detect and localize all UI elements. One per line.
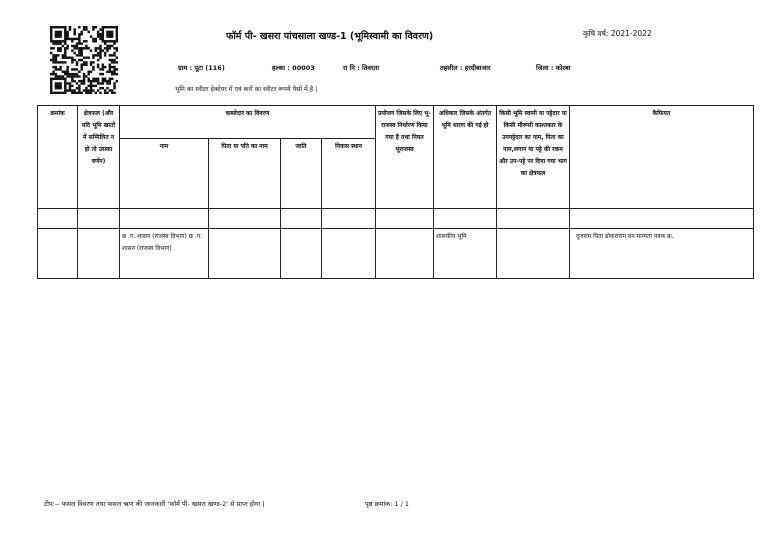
- col-purpose-header: प्रयोजन जिसके लिए भू-राजस्व निर्धारण किया गया है तथा नियत भूराजस्व: [376, 106, 434, 209]
- row-purpose-cell: [376, 229, 434, 279]
- col-caste-header: जाति: [281, 139, 322, 209]
- qr-code-image: [50, 26, 118, 94]
- page-number: पृष्ठ क्रमांक: 1 / 1: [365, 500, 409, 508]
- col-remarks-header: कैफियत: [570, 106, 754, 209]
- col-holder-header: कब्जेदार का विवरण: [120, 106, 376, 139]
- empty-row: [38, 209, 754, 229]
- row-area-cell: [78, 229, 120, 279]
- col-area-header: क्षेत्रफल (और यदि भूमि खातों में सम्मिलित न हो तो उसका वर्णन): [78, 106, 120, 209]
- agriculture-year: कृषि वर्ष: 2021-2022: [583, 29, 652, 38]
- col-name-header: नाम: [120, 139, 209, 209]
- form-title: फॉर्म पी- खसरा पांचसाला खण्ड-1 (भूमिस्वामी का विवरण): [226, 31, 434, 42]
- row-residence-cell: [322, 229, 376, 279]
- col-serial-header: क्रमांक: [38, 106, 78, 209]
- col-subtenant-header: किसी भूमि स्वामी या पट्टेदार या किसी मौरूसी काश्तकार के उपपट्टेदार का नाम, पिता का नाम,लगान या पट्टे की रकम और उप-पट्टे पर दिया गया भाग का क्षेत्रफल: [497, 106, 570, 209]
- col-right-header: अधिकार जिसके अंतर्गत भूमि धारण की गई हो: [434, 106, 497, 209]
- row-right-cell: शासकीय भूमि: [434, 229, 497, 279]
- footer-tip: टीप:-- फसल विवरण तथा फसल ऋण की जानकारी 'फॉर्म पी- खसरा खण्ड-2' से प्राप्त होगा |: [44, 500, 265, 508]
- col-father-header: पिता या पति का नाम: [209, 139, 281, 209]
- table-row: [38, 229, 754, 279]
- units-note: भूमि का स्वीटर हेक्टेयर में एवं करों का स्वीटर रूपये पैसों में है |: [175, 86, 318, 93]
- row-caste-cell: [281, 229, 322, 279]
- ra-ni-label: रा नि : तिवरता: [343, 64, 380, 72]
- row-serial-cell: [38, 229, 78, 279]
- tehsil-label: तहसील : हरदीबाजार: [440, 64, 491, 72]
- col-residence-header: निवास स्थान: [322, 139, 376, 209]
- khasra-table: [37, 105, 754, 279]
- halka-label: हल्का : 00003: [272, 64, 315, 72]
- row-name-cell: छ .ग. शासन (राजस्व विभाग) छ .ग. शासन (राजस्व विभाग): [120, 229, 209, 279]
- village-label: ग्राम : पूटा (116): [178, 64, 225, 72]
- row-remarks-cell: दूजराम पिता ढोकराराम वन मान्यता पत्रक क्र.: [570, 229, 754, 279]
- row-subtenant-cell: [497, 229, 570, 279]
- row-father-cell: [209, 229, 281, 279]
- district-label: जिला : कोरबा: [536, 64, 571, 72]
